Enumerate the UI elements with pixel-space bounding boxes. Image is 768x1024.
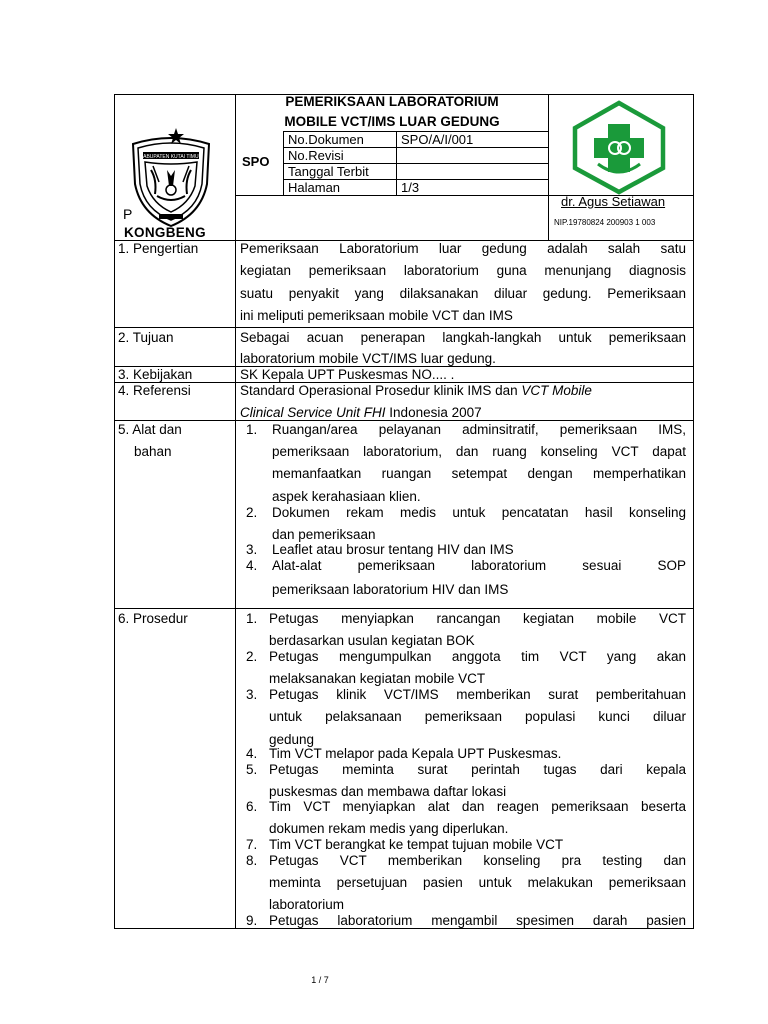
list-item-line: Tim VCT berangkat ke tempat tujuan mobile VCT <box>269 837 564 852</box>
list-item-line: Ruangan/area pelayanan adminsitratif, pemeriksaan IMS, <box>272 422 686 437</box>
list-item-line: puskesmas dan membawa daftar lokasi <box>269 784 507 799</box>
page-label: Halaman <box>288 180 341 195</box>
list-item-line: melaksanakan kegiatan mobile VCT <box>269 671 486 686</box>
list-number: 4. <box>246 746 258 761</box>
list-item-line: pemeriksaan laboratorium HIV dan IMS <box>272 582 509 597</box>
referensi-text: Standard Operasional Prosedur klinik IMS dan <box>240 383 522 398</box>
section-label-tujuan: 2. Tujuan <box>118 330 174 345</box>
list-item-line: dokumen rekam medis yang diperlukan. <box>269 821 509 836</box>
pengertian-line: suatu penyakit yang dilaksanakan diluar gedung. Pemeriksaan <box>240 286 686 301</box>
issue-date-label: Tanggal Terbit <box>288 164 369 179</box>
list-number: 6. <box>246 799 258 814</box>
header-left-fragment: P <box>123 206 133 222</box>
list-item-line: Petugas VCT memberikan konseling pra testing dan <box>269 853 686 868</box>
tujuan-line: laboratorium mobile VCT/IMS luar gedung. <box>240 351 496 366</box>
section-label-kebijakan: 3. Kebijakan <box>118 367 193 382</box>
page-indicator: 1 / 7 <box>311 975 329 985</box>
section-label-referensi: 4. Referensi <box>118 383 191 398</box>
list-number: 2. <box>246 649 258 664</box>
referensi-italic: VCT Mobile <box>521 383 592 398</box>
tujuan-line: Sebagai acuan penerapan langkah-langkah untuk pemeriksaan <box>240 330 686 345</box>
list-item-line: pemeriksaan laboratorium, dan ruang konseling VCT dapat <box>272 444 686 459</box>
page-value: 1/3 <box>401 180 420 195</box>
referensi-line1 <box>240 383 592 398</box>
list-number: 5. <box>246 762 258 777</box>
org-name: KONGBENG <box>124 225 206 240</box>
list-item-line: aspek kerahasiaan klien. <box>272 489 421 504</box>
kebijakan-text: SK Kepala UPT Puskesmas NO.... . <box>240 367 455 382</box>
list-number: 8. <box>246 853 258 868</box>
doc-number-value: SPO/A/I/001 <box>401 132 474 147</box>
pengertian-line: ini meliputi pemeriksaan mobile VCT dan IMS <box>240 308 513 323</box>
section-label-alat-line2: bahan <box>134 444 172 459</box>
list-item-line: untuk pelaksanaan pemeriksaan populasi kunci diluar <box>269 709 686 724</box>
list-item-line: Leaflet atau brosur tentang HIV dan IMS <box>272 542 514 557</box>
list-item-line: Petugas menyiapkan rancangan kegiatan mobile VCT <box>269 611 686 626</box>
section-label-alat: 5. Alat dan <box>118 422 182 437</box>
document-title-line2: MOBILE VCT/IMS LUAR GEDUNG <box>284 114 500 129</box>
list-item-line: Alat-alat pemeriksaan laboratorium sesuai SOP <box>272 558 686 573</box>
referensi-text: Indonesia 2007 <box>385 405 482 420</box>
list-item-line: gedung <box>269 732 315 747</box>
list-item-line: Tim VCT menyiapkan alat dan reagen pemeriksaan beserta <box>269 799 686 814</box>
list-number: 3. <box>246 687 258 702</box>
list-number: 9. <box>246 913 258 928</box>
section-label-pengertian: 1. Pengertian <box>118 241 199 256</box>
list-number: 2. <box>246 505 258 520</box>
list-item-line: Petugas meminta surat perintah tugas dari kepala <box>269 762 686 777</box>
list-number: 3. <box>246 542 258 557</box>
list-item-line: memanfaatkan ruangan setempat dengan memperhatikan <box>272 466 686 481</box>
section-label-prosedur: 6. Prosedur <box>118 611 188 626</box>
list-item-line: Petugas mengumpulkan anggota tim VCT yang akan <box>269 649 686 664</box>
referensi-line2 <box>240 405 482 420</box>
spo-label: SPO <box>242 154 270 169</box>
list-item-line: Tim VCT melapor pada Kepala UPT Puskesmas. <box>269 746 562 761</box>
list-number: 1. <box>246 422 258 437</box>
list-number: 7. <box>246 837 258 852</box>
list-item-line: Petugas laboratorium mengambil spesimen darah pasien <box>269 913 686 928</box>
svg-text:KABUPATEN KUTAI TIMUR: KABUPATEN KUTAI TIMUR <box>139 154 203 160</box>
regency-emblem-logo <box>121 124 221 230</box>
document-title-line1: PEMERIKSAAN LABORATORIUM <box>285 94 499 109</box>
pengertian-line: Pemeriksaan Laboratorium luar gedung adalah salah satu <box>240 241 686 256</box>
doc-number-label: No.Dokumen <box>288 132 364 147</box>
puskesmas-logo <box>570 100 668 195</box>
list-item-line: berdasarkan usulan kegiatan BOK <box>269 633 475 648</box>
list-number: 1. <box>246 611 258 626</box>
list-number: 4. <box>246 558 258 573</box>
revision-label: No.Revisi <box>288 148 344 163</box>
referensi-italic: Clinical Service Unit FHI <box>240 405 386 420</box>
list-item-line: dan pemeriksaan <box>272 527 376 542</box>
list-item-line: Dokumen rekam medis untuk pencatatan hasil konseling <box>272 505 686 520</box>
list-item-line: meminta persetujuan pasien untuk melakukan pemeriksaan <box>269 875 686 890</box>
list-item-line: laboratorium <box>269 897 345 912</box>
signer-name: dr. Agus Setiawan <box>561 194 666 209</box>
signer-nip: NIP.19780824 200903 1 003 <box>554 218 656 227</box>
list-item-line: Petugas klinik VCT/IMS memberikan surat pemberitahuan <box>269 687 686 702</box>
pengertian-line: kegiatan pemeriksaan laboratorium guna menunjang diagnosis <box>240 263 686 278</box>
